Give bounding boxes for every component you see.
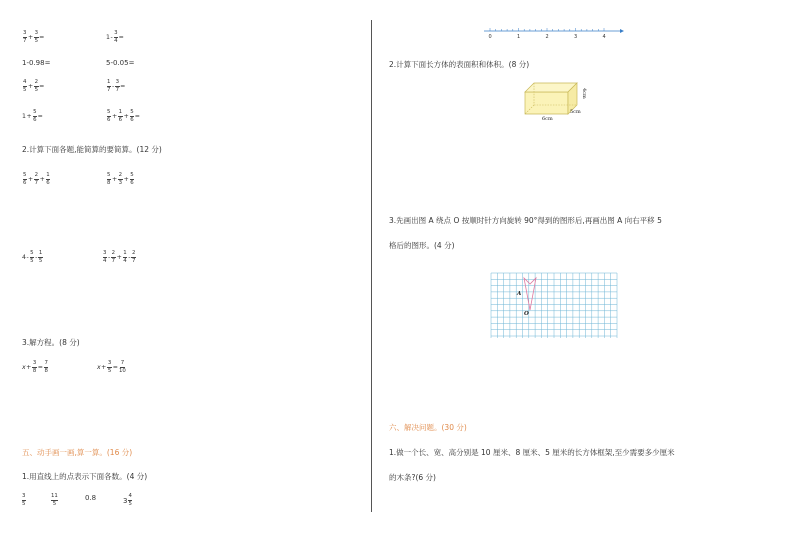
cuboid-depth-label: 5cm [570,109,581,115]
oral-calc-2: 1 - $\frac{3}{4}$ = [106,30,124,44]
label-a: A [517,291,522,297]
right-question-3-line-2: 格后的图形。(4 分) [389,241,455,250]
number-line-arrow [620,29,624,33]
oral-calc-6: $\frac{1}{7}$ - $\frac{3}{7}$ = [107,79,126,93]
number-line-tick-label: 2 [545,34,549,40]
right-question-3-line-1: 3.先画出图 A 绕点 O 按顺时针方向旋转 90°得到的图形后,再画出图 A 向右平移 5 [389,216,662,225]
oral-calc-8: $\frac{5}{6}$ + $\frac{1}{6}$ + $\frac{5}{6}$ = [107,109,140,123]
fraction: $\frac{3}{7}$ [23,30,27,44]
equation-1: x + $\frac{3}{8}$ = $\frac{7}{8}$ [22,360,48,374]
oral-calc-7: 1 + $\frac{5}{6}$ = [22,109,43,123]
number-item-4: 3 $\frac{4}{5}$ [123,493,132,507]
question-3-title: 3.解方程。(8 分) [22,338,80,347]
section-5-heading: 五、动手画一画,算一算。(16 分) [22,448,133,457]
oral-calc-4: 5-0.05= [106,59,135,67]
number-line [482,26,627,40]
number-line-tick-label: 0 [488,34,492,40]
section-6-heading: 六、解决问题。(30 分) [389,423,467,432]
cuboid-height-label: 4cm [581,88,587,99]
number-line-tick-label: 1 [517,34,521,40]
right-question-2-title: 2.计算下面长方体的表面积和体积。(8 分) [389,60,530,69]
oral-calc-5: $\frac{4}{5}$ + $\frac{2}{5}$ = [23,79,45,93]
column-divider [371,20,372,512]
section-6-question-1-line-2: 的木条?(6 分) [389,473,436,482]
label-o: O [524,311,529,317]
grid-lines [491,273,617,338]
cuboid-figure [520,78,590,122]
fraction: $\frac{3}{5}$ [34,30,39,44]
cuboid-front-face [525,92,568,114]
number-line-labels [489,34,606,40]
calc-expression-4: $\frac{3}{4}$ - $\frac{2}{7}$ + $\frac{1}{4}$ - $\frac{2}{7}$ [103,250,136,264]
section-5-question-1: 1.用直线上的点表示下面各数。(4 分) [22,472,148,481]
calc-expression-2: $\frac{5}{8}$ + $\frac{2}{3}$ + $\frac{5}{6}$ [107,172,134,186]
number-item-2: $\frac{11}{5}$ [51,493,58,507]
section-6-question-1-line-1: 1.做一个长、宽、高分别是 10 厘米、8 厘米、5 厘米的长方体框架,至少需要多少厘米 [389,448,675,457]
fraction: $\frac{3}{4}$ [114,30,118,44]
calc-expression-3: 4 - $\frac{5}{5}$ - $\frac{1}{5}$ [22,250,43,264]
cuboid-width-label: 6cm [542,116,553,122]
oral-calc-1: $\frac{3}{7}$ + $\frac{3}{5}$ = [23,30,45,44]
number-item-3: 0.8 [85,494,97,502]
number-line-ticks [490,28,604,31]
number-line-tick-label: 4 [602,34,606,40]
number-line-tick-label: 3 [574,34,578,40]
calc-expression-1: $\frac{5}{6}$ + $\frac{2}{7}$ + $\frac{1}{6}$ [23,172,50,186]
shape-a [524,278,536,310]
question-2-title: 2.计算下面各题,能简算的要简算。(12 分) [22,145,162,154]
square-grid [490,272,620,338]
equation-2: x + $\frac{3}{5}$ = $\frac{7}{10}$ [97,360,126,374]
number-item-1: $\frac{3}{5}$ [22,493,26,507]
oral-calc-3: 1-0.98= [22,59,51,67]
